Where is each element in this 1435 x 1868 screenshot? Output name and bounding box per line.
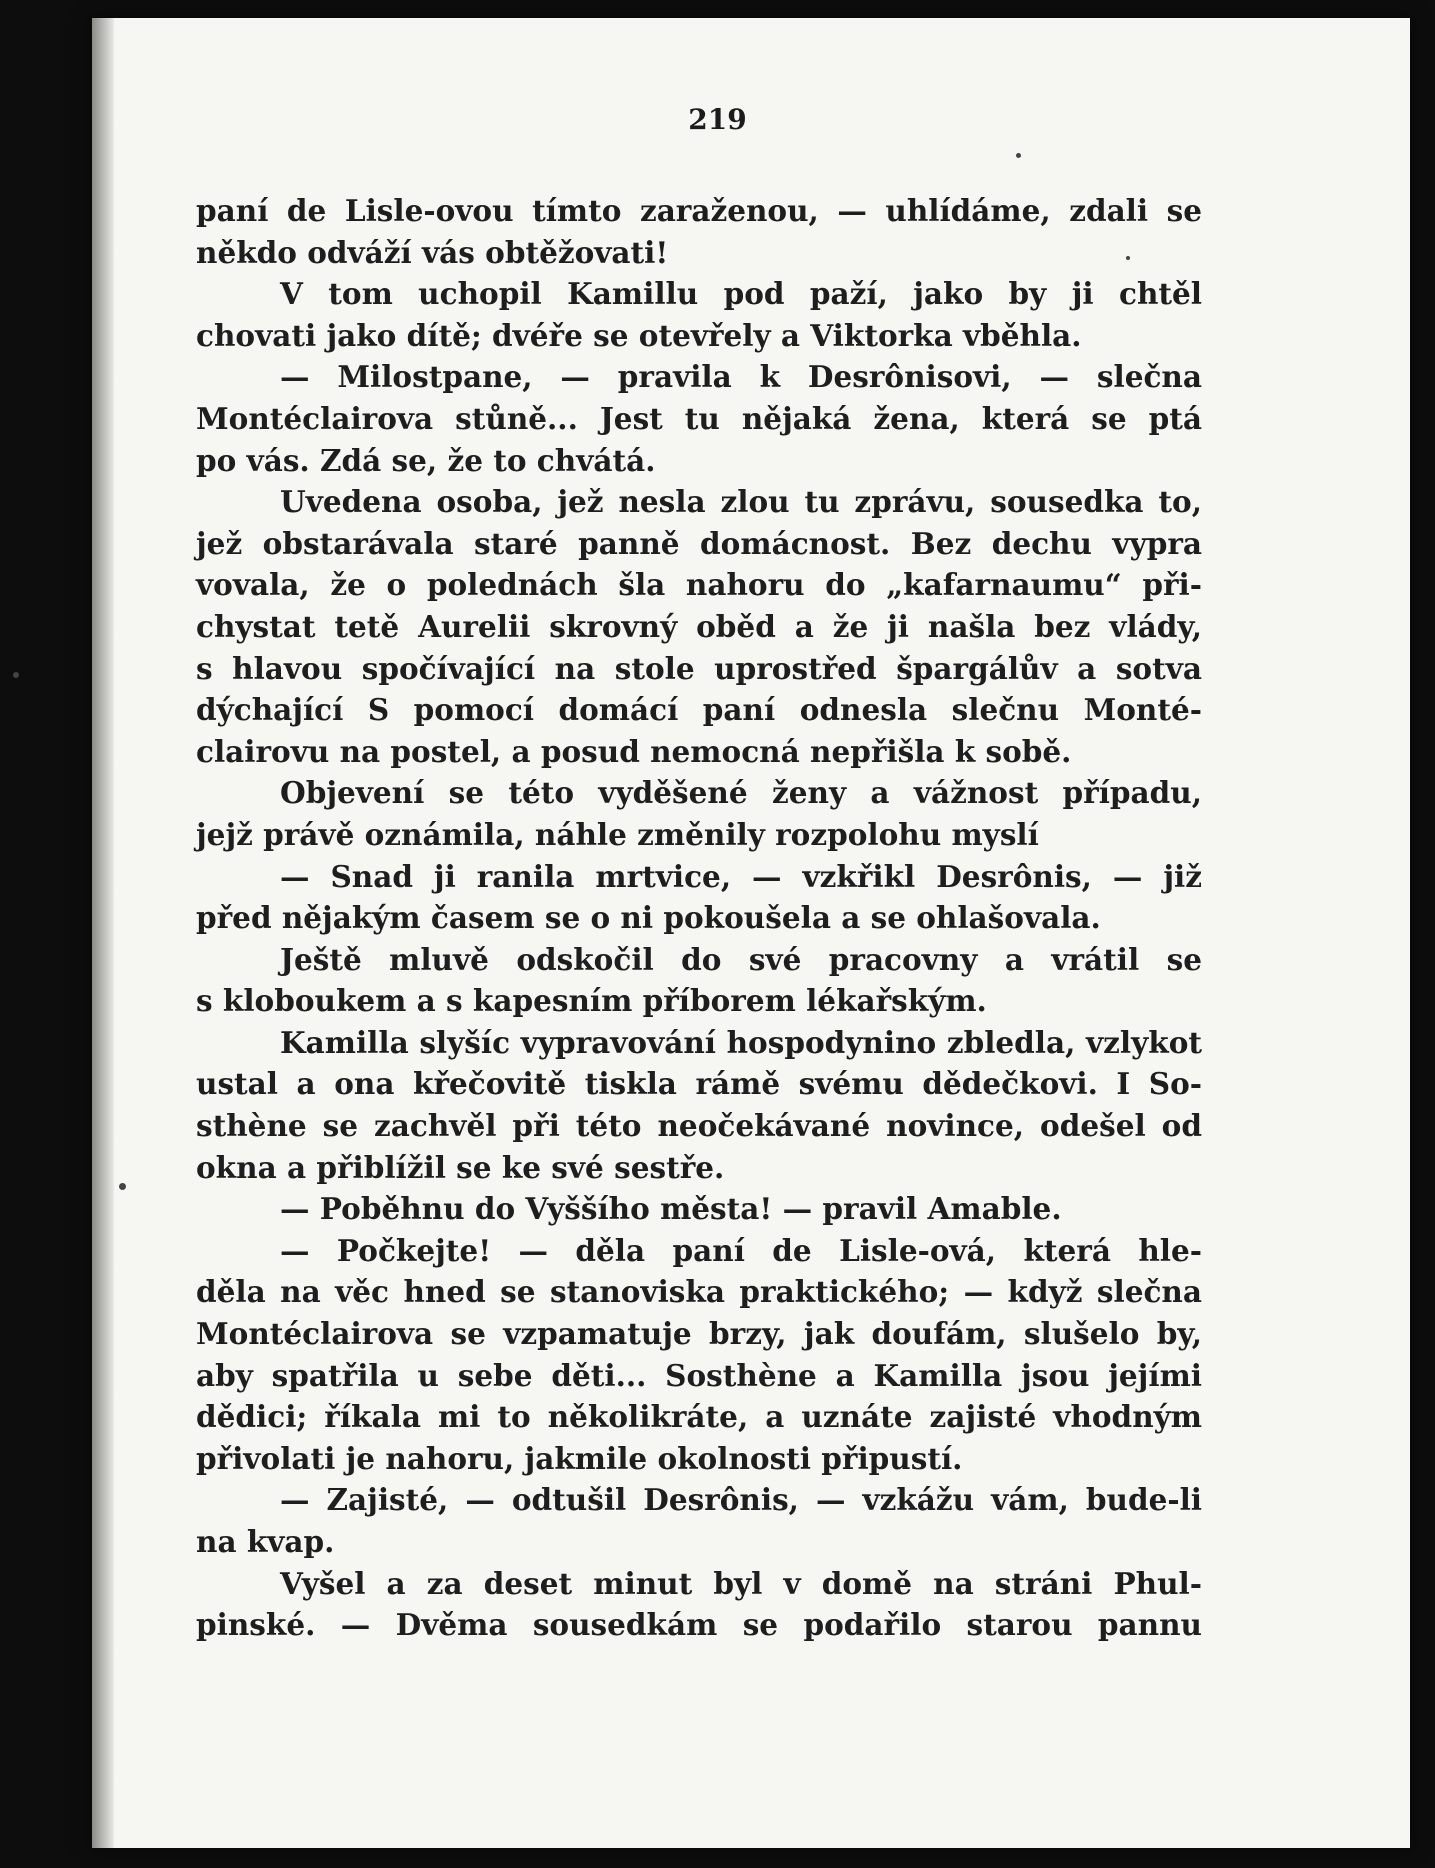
text-line: V tom uchopil Kamillu pod paží, jako by ji chtěl [280, 276, 1202, 312]
text-line: s hlavou spočívající na stole uprostřed špargálův a sotva [196, 650, 1202, 686]
text-line: chystat tetě Aurelii skrovný oběd a že ji našla bez vlády, [196, 608, 1202, 644]
text-line: po vás. Zdá se, že to chvátá. [196, 442, 656, 478]
text-line: děla na věc hned se stanoviska praktického; — když slečna [196, 1274, 1202, 1310]
text-line: — Snad ji ranila mrtvice, — vzkřikl Desrônis, — již [280, 858, 1202, 894]
text-line: — Počkejte! — děla paní de Lisle-ová, která hle- [280, 1232, 1202, 1268]
text-line: Kamilla slyšíc vypravování hospodynino zbledla, vzlykot [280, 1024, 1202, 1060]
text-line: ustal a ona křečovitě tiskla rámě svému dědečkovi. I So- [196, 1066, 1202, 1102]
text-line: chovati jako dítě; dvéře se otevřely a Viktorka vběhla. [196, 317, 1082, 353]
text-line: — Zajisté, — odtušil Desrônis, — vzkážu vám, bude-li [280, 1482, 1202, 1518]
dust-speck [13, 672, 19, 678]
text-line: — Milostpane, — pravila k Desrônisovi, — slečna [280, 359, 1202, 395]
page-gutter-shadow [92, 18, 114, 1848]
text-line: vovala, že o polednách šla nahoru do „kafarnaumu“ při- [196, 567, 1202, 603]
body-text [196, 190, 1202, 1646]
text-line: paní de Lisle-ovou tímto zaraženou, — uhlídáme, zdali se [196, 193, 1202, 228]
page-number: 219 [688, 103, 747, 136]
text-line: jejž právě oznámila, náhle změnily rozpolohu myslí [196, 816, 1039, 852]
text-line: dědici; říkala mi to několikráte, a uznáte zajisté vhodným [196, 1399, 1202, 1435]
text-line: Objevení se této vyděšené ženy a vážnost případu, [280, 775, 1202, 811]
text-line: přivolati je nahoru, jakmile okolnosti připustí. [196, 1440, 963, 1476]
text-line: pinské. — Dvěma sousedkám se podařilo starou pannu [196, 1607, 1202, 1643]
text-line: před nějakým časem se o ni pokoušela a se ohlašovala. [196, 900, 1101, 936]
text-line: dýchající S pomocí domácí paní odnesla slečnu Monté- [196, 692, 1202, 728]
text-line: okna a přiblížil se ke své sestře. [196, 1149, 725, 1185]
text-line: na kvap. [196, 1524, 335, 1559]
text-line: jež obstarávala staré panně domácnost. Bez dechu vypra [196, 525, 1202, 561]
text-line: Montéclairova stůně... Jest tu nějaká žena, která se ptá [196, 400, 1202, 436]
text-line: — Poběhnu do Vyššího města! — pravil Amable. [280, 1191, 1062, 1227]
text-line: aby spatřila u sebe děti... Sosthène a Kamilla jsou jejími [196, 1357, 1202, 1393]
dust-speck [1016, 153, 1021, 158]
text-line: někdo odváží vás obtěžovati! [196, 234, 669, 270]
text-line: Vyšel a za deset minut byl v domě na stráni Phul- [280, 1565, 1202, 1601]
dust-speck [119, 1183, 126, 1190]
text-line: sthène se zachvěl při této neočekávané novince, odešel od [196, 1108, 1202, 1144]
text-line: s kloboukem a s kapesním příborem lékařským. [196, 983, 987, 1019]
text-line: Montéclairova se vzpamatuje brzy, jak doufám, slušelo by, [196, 1316, 1202, 1352]
text-line: clairovu na postel, a posud nemocná nepřišla k sobě. [196, 733, 1072, 769]
text-line: Uvedena osoba, jež nesla zlou tu zprávu, sousedka to, [280, 484, 1202, 520]
text-line: Ještě mluvě odskočil do své pracovny a vrátil se [280, 941, 1202, 977]
